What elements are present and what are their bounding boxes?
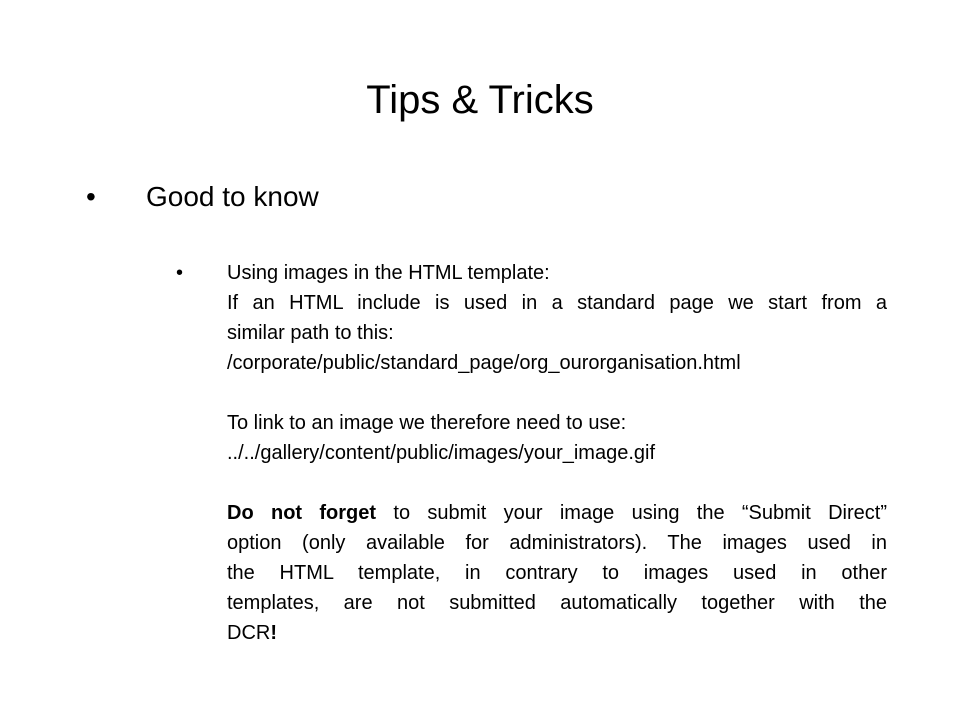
slide-title: Tips & Tricks xyxy=(366,78,594,122)
level2-body xyxy=(227,258,887,648)
text-line: templates, are not submitted automatically together with the xyxy=(227,592,887,614)
text-line: To link to an image we therefore need to use: xyxy=(227,412,627,434)
text-line: option (only available for administrators). The images used in xyxy=(227,532,887,554)
bullet-icon: • xyxy=(86,181,96,212)
text-line: the HTML template, in contrary to images used in other xyxy=(227,562,887,584)
text-line: /corporate/public/standard_page/org_ourorganisation.html xyxy=(227,352,741,374)
text-line: Using images in the HTML template: xyxy=(227,262,550,284)
note-rest-text: to submit your image using the “Submit Direct” xyxy=(376,502,888,524)
note-bold-text: Do not forget xyxy=(227,502,377,524)
text-line: ../../gallery/content/public/images/your_image.gif xyxy=(227,442,655,464)
note-last-text: DCR xyxy=(227,622,271,644)
level1-text: Good to know xyxy=(146,181,319,212)
text-line: If an HTML include is used in a standard page we start from a xyxy=(227,292,887,314)
note-last-line xyxy=(227,618,887,648)
note-first-line xyxy=(227,498,887,528)
blank-line xyxy=(227,468,887,498)
text-line: similar path to this: xyxy=(227,322,394,344)
blank-line xyxy=(227,378,887,408)
note-last-bang: ! xyxy=(270,622,278,644)
bullet-icon: • xyxy=(176,262,184,284)
